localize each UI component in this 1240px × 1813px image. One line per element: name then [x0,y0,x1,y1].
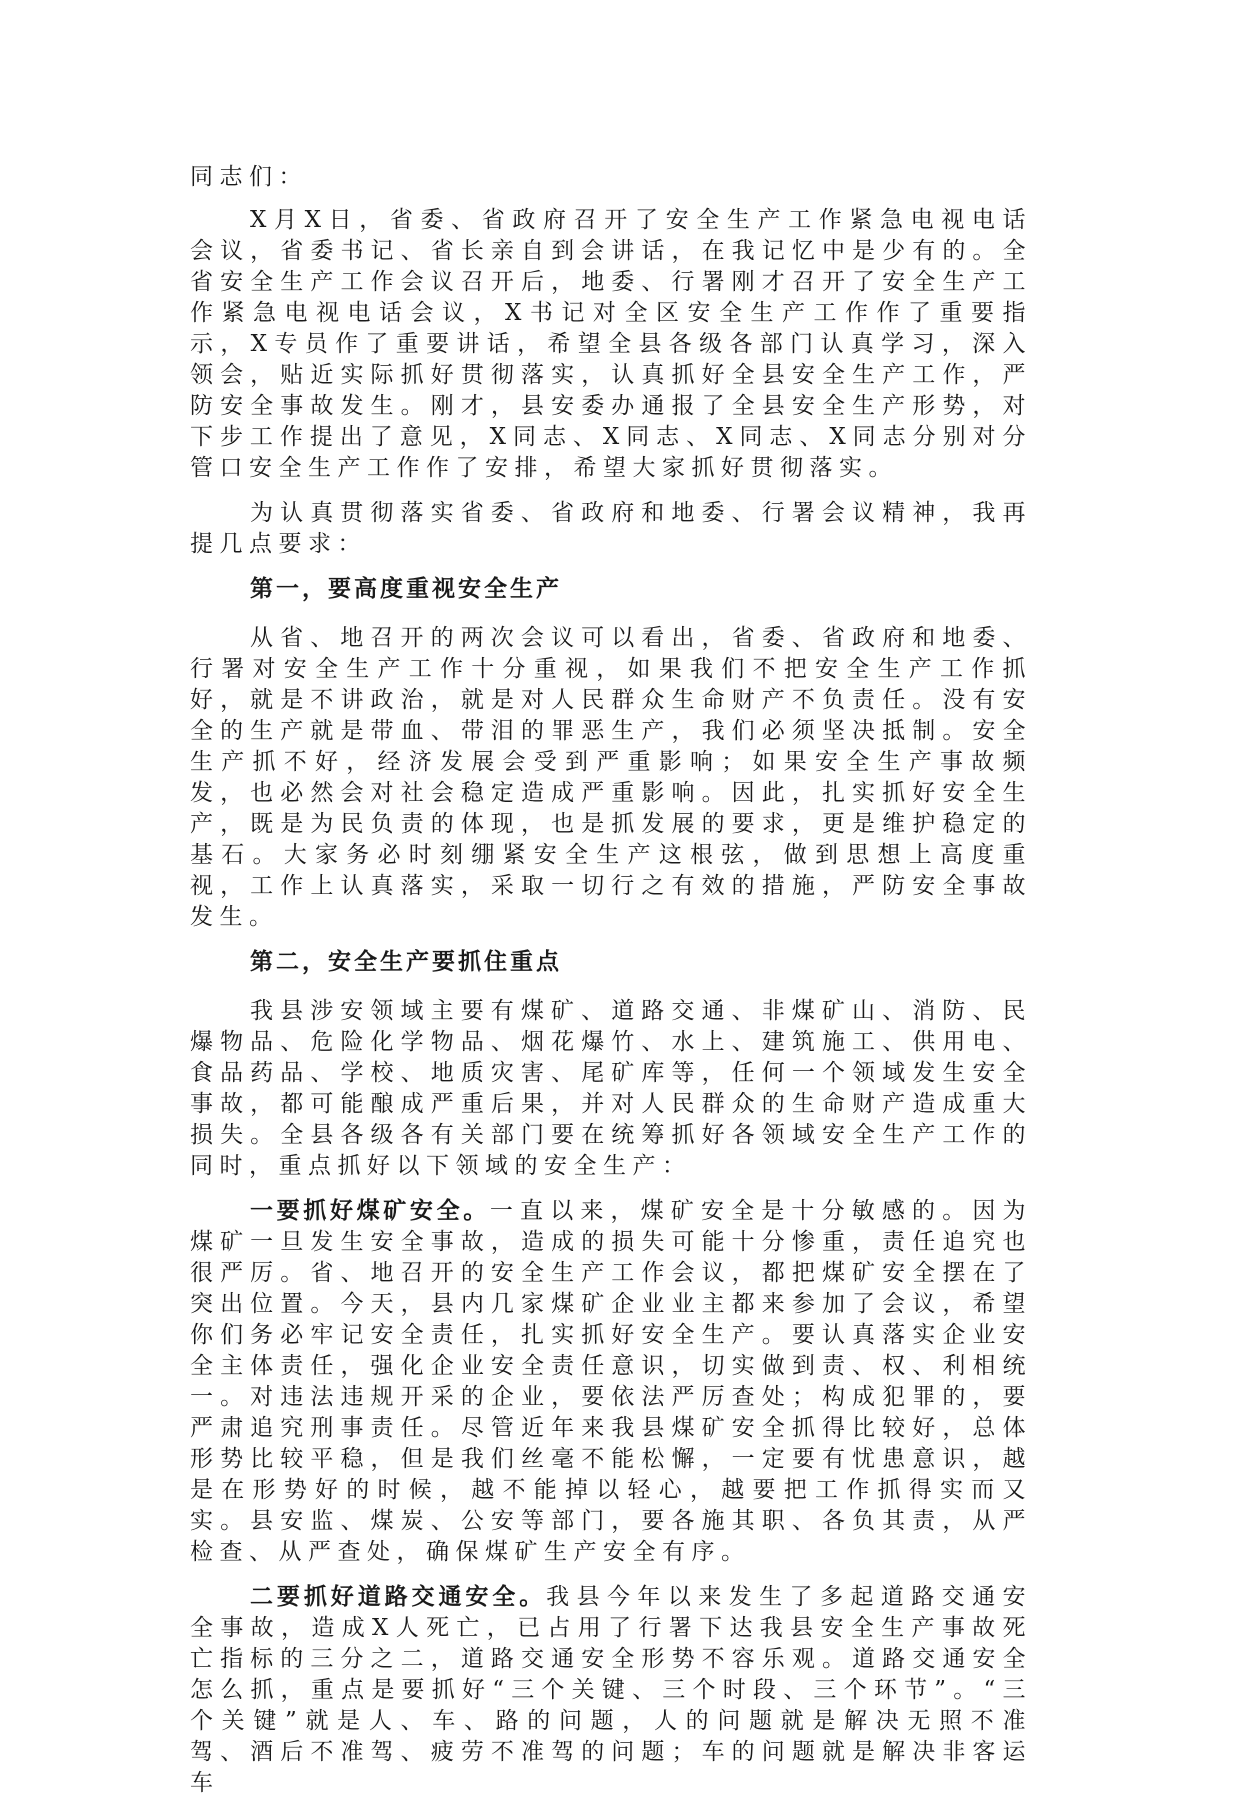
document-body [190,162,1032,1813]
paragraph-importance: 从省、地召开的两次会议可以看出，省委、省政府和地委、行署对安全生产工作十分重视，如果我们不把安全生产工作抓好，就是不讲政治，就是对人民群众生命财产不负责任。没有安全的生产就是带血、带泪的罪恶生产，我们必须坚决抵制。安全生产抓不好，经济发展会受到严重影响；如果安全生产事故频发，也必然会对社会稳定造成严重影响。因此，扎实抓好安全生产，既是为民负责的体现，也是抓发展的要求，更是维护稳定的基石。大家务必时刻绷紧安全生产这根弦，做到思想上高度重视，工作上认真落实，采取一切行之有效的措施，严防安全事故发生。 [190,625,1032,930]
lead-road-traffic: 二要抓好道路交通安全。 [250,1584,547,1610]
paragraph-road-traffic-safety [190,1582,1032,1799]
body-road-traffic: 我县今年以来发生了多起道路交通安全事故，造成X人死亡，已占用了行署下达我县安全生产事故死亡指标的三分之二，道路交通安全形势不容乐观。道路交通安全怎么抓，重点是要抓好“三个关键、三个时段、三个环节”。“三个关键”就是人、车、路的问题，人的问题就是解决无照不准驾、酒后不准驾、疲劳不准驾的问题；车的问题就是解决非客运车 [190,1584,1033,1796]
lead-coal-mine: 一要抓好煤矿安全。 [250,1198,490,1224]
paragraph-opening: X月X日，省委、省政府召开了安全生产工作紧急电视电话会议，省委书记、省长亲自到会讲话，在我记忆中是少有的。全省安全生产工作会议召开后，地委、行署刚才召开了安全生产工作紧急电视电话会议，X书记对全区安全生产工作作了重要指示，X专员作了重要讲话，希望全县各级各部门认真学习，深入领会，贴近实际抓好贯彻落实，认真抓好全县安全生产工作，严防安全事故发生。刚才，县安委办通报了全县安全生产形势，对下步工作提出了意见，X同志、X同志、X同志、X同志分别对分管口安全生产工作作了安排，希望大家抓好贯彻落实。 [190,207,1032,481]
paragraph-requirements-intro: 为认真贯彻落实省委、省政府和地委、行署会议精神，我再提几点要求： [190,500,1032,557]
section-heading-first: 第一，要高度重视安全生产 [250,576,562,602]
paragraph-key-areas: 我县涉安领域主要有煤矿、道路交通、非煤矿山、消防、民爆物品、危险化学物品、烟花爆竹、水上、建筑施工、供用电、食品药品、学校、地质灾害、尾矿库等，任何一个领域发生安全事故，都可能酿成严重后果，并对人民群众的生命财产造成重大损失。全县各级各有关部门要在统筹抓好各领域安全生产工作的同时，重点抓好以下领域的安全生产： [190,998,1032,1179]
section-heading-second: 第二，安全生产要抓住重点 [250,949,562,975]
paragraph-coal-mine-safety [190,1196,1032,1568]
body-coal-mine: 一直以来，煤矿安全是十分敏感的。因为煤矿一旦发生安全事故，造成的损失可能十分惨重，责任追究也很严厉。省、地召开的安全生产工作会议，都把煤矿安全摆在了突出位置。今天，县内几家煤矿企业业主都来参加了会议，希望你们务必牢记安全责任，扎实抓好安全生产。要认真落实企业安全主体责任，强化企业安全责任意识，切实做到责、权、利相统一。对违法违规开采的企业，要依法严厉查处；构成犯罪的，要严肃追究刑事责任。尽管近年来我县煤矿安全抓得比较好，总体形势比较平稳，但是我们丝毫不能松懈，一定要有忧患意识，越是在形势好的时候，越不能掉以轻心，越要把工作抓得实而又实。县安监、煤炭、公安等部门，要各施其职、各负其责，从严检查、从严查处，确保煤矿生产安全有序。 [190,1198,1033,1565]
greeting: 同志们： [190,164,308,190]
